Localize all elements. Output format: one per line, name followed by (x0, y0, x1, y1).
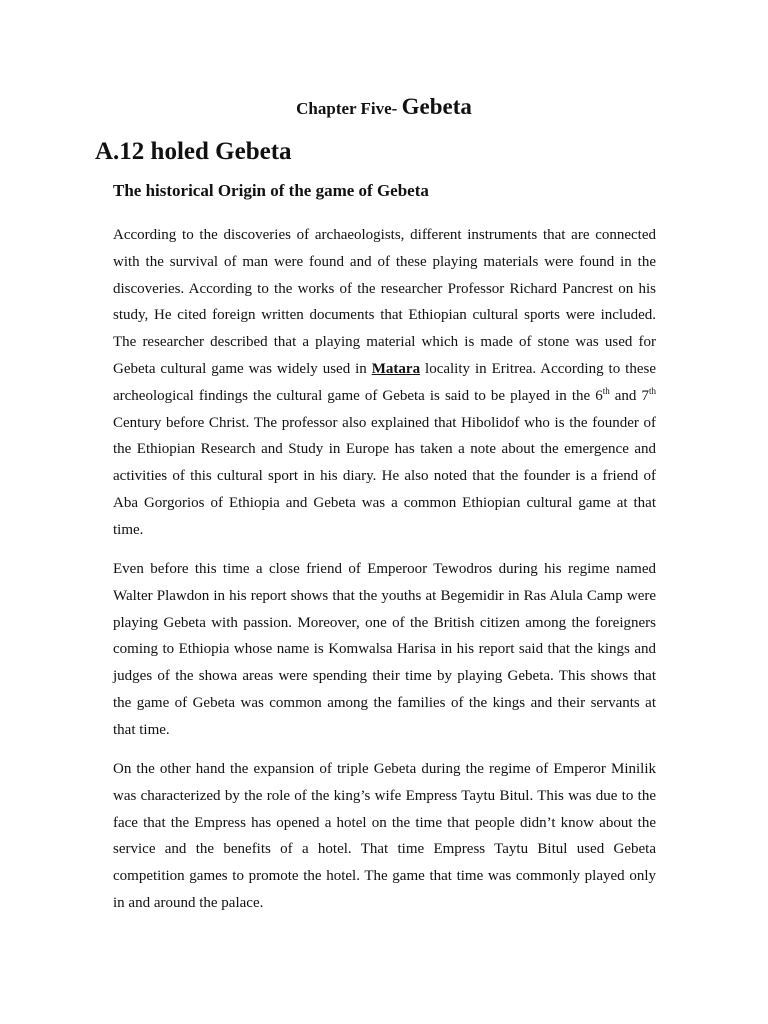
paragraph-1-part-2: locality in Eritrea. According to these archeological findings the cultural game of Gebeta is said to be played in the 6 (113, 360, 656, 404)
paragraph-2 (113, 556, 656, 744)
paragraph-1-part-4: Century before Christ. The professor also explained that Hibolidof who is the founder of the Ethiopian Research and Study in Europe has taken a note about the emergence and activities of this cultural sport in his diary. He also noted that the founder is a friend of Aba Gorgorios of Ethiopia and Gebeta was a common Ethiopian cultural game at that time. (113, 414, 656, 538)
paragraph-1-part-1: According to the discoveries of archaeologists, different instruments that are connected with the survival of man were found and of these playing materials were found in the discoveries. According to the works of the researcher Professor Richard Pancrest on his study, He cited foreign written documents that Ethiopian cultural sports were included. The researcher described that a playing material which is made of stone was used for Gebeta cultural game was widely used in (113, 227, 656, 377)
chapter-name: Gebeta (401, 94, 472, 119)
chapter-title (0, 94, 768, 120)
chapter-prefix: Chapter Five- (296, 99, 398, 118)
paragraph-3-text: On the other hand the expansion of triple Gebeta during the regime of Emperor Minilik was characterized by the role of the king’s wife Empress Taytu Bitul. This was due to the face that the Empress has opened a hotel on the time that people didn’t know about the service and the benefits of a hotel. That time Empress Taytu Bitul used Gebeta competition games to promote the hotel. The game that time was commonly played only in and around the palace. (113, 761, 656, 911)
paragraph-1 (113, 222, 656, 544)
paragraph-1-text (113, 222, 656, 544)
paragraph-1-part-3: and 7 (609, 387, 649, 404)
matara-link-text: Matara (371, 360, 421, 377)
sub-heading: The historical Origin of the game of Gebeta (113, 181, 429, 200)
superscript-th-2: th (648, 385, 656, 396)
paragraph-3 (113, 756, 656, 917)
paragraph-2-text: Even before this time a close friend of Emperoor Tewodros during his regime named Walter Plawdon in his report shows that the youths at Begemidir in Ras Alula Camp were playing Gebeta with passion. Moreover, one of the British citizen among the foreigners coming to Ethiopia whose name is Komwalsa Harisa in his report said that the kings and judges of the showa areas were spending their time by playing Gebeta. This shows that the game of Gebeta was common among the families of the kings and their servants at that time. (113, 561, 656, 738)
section-heading: A.12 holed Gebeta (95, 138, 292, 165)
superscript-th-1: th (602, 385, 610, 396)
